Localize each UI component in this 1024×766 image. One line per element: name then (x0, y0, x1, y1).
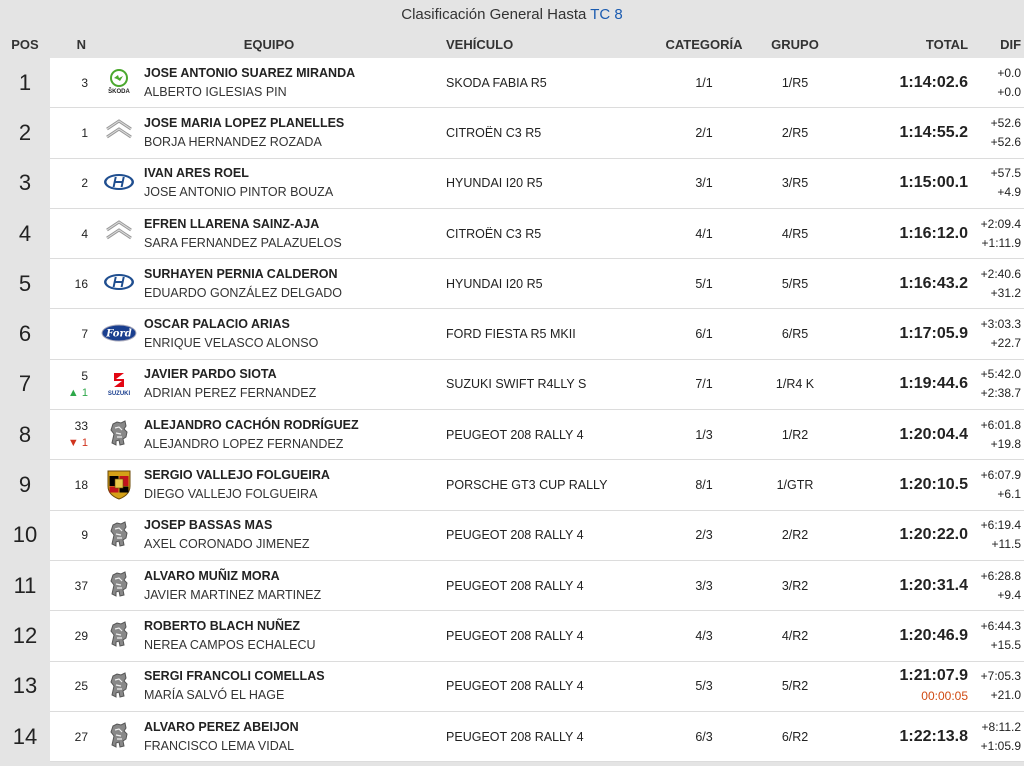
group: 3/R5 (752, 159, 838, 209)
category: 8/1 (656, 460, 752, 510)
table-header (0, 30, 1024, 58)
position: 2 (0, 108, 50, 158)
codriver-name[interactable]: ALEJANDRO LOPEZ FERNANDEZ (144, 436, 344, 451)
total-time: 1:20:10.5 (899, 476, 969, 494)
table-row[interactable] (0, 159, 1024, 209)
category: 1/1 (656, 58, 752, 108)
table-row[interactable] (0, 259, 1024, 309)
gap-to-leader: +6:01.8 (980, 417, 1022, 432)
skoda-logo-icon (105, 67, 133, 98)
vehicle: PEUGEOT 208 RALLY 4 (444, 561, 656, 611)
position: 5 (0, 259, 50, 309)
col-total[interactable]: TOTAL (925, 36, 969, 52)
vehicle: HYUNDAI I20 R5 (444, 259, 656, 309)
col-categoria[interactable]: CATEGORÍA (665, 36, 743, 52)
category: 4/3 (656, 611, 752, 661)
position: 13 (0, 662, 50, 712)
vehicle: PEUGEOT 208 RALLY 4 (444, 410, 656, 460)
category: 3/1 (656, 159, 752, 209)
total-time: 1:16:12.0 (899, 224, 969, 242)
gap-to-previous: +0.0 (997, 84, 1022, 99)
codriver-name[interactable]: BORJA HERNANDEZ ROZADA (144, 134, 322, 149)
codriver-name[interactable]: JAVIER MARTINEZ MARTINEZ (144, 587, 322, 602)
gap-to-previous: +2:38.7 (980, 386, 1022, 401)
gap-to-leader: +0.0 (997, 65, 1022, 80)
gap-to-leader: +2:40.6 (980, 266, 1022, 281)
driver-name[interactable]: SURHAYEN PERNIA CALDERON (144, 266, 338, 281)
total-time: 1:14:02.6 (899, 73, 969, 91)
table-row[interactable] (0, 611, 1024, 661)
col-equipo[interactable]: EQUIPO (243, 36, 295, 52)
category: 6/1 (656, 309, 752, 359)
group: 1/GTR (752, 460, 838, 510)
group: 5/R2 (752, 662, 838, 712)
gap-to-previous: +6.1 (997, 487, 1022, 502)
table-row[interactable] (0, 58, 1024, 108)
porsche-logo-icon (106, 468, 132, 503)
gap-to-leader: +57.5 (990, 166, 1022, 181)
peugeot-logo-icon (104, 569, 134, 602)
driver-name[interactable]: SERGI FRANCOLI COMELLAS (144, 669, 325, 684)
col-n[interactable]: N (76, 36, 86, 52)
category: 2/3 (656, 511, 752, 561)
vehicle: PEUGEOT 208 RALLY 4 (444, 712, 656, 762)
gap-to-previous: +52.6 (990, 134, 1022, 149)
peugeot-logo-icon (104, 670, 134, 703)
total-time: 1:20:22.0 (899, 526, 969, 544)
codriver-name[interactable]: AXEL CORONADO JIMENEZ (144, 537, 310, 552)
table-row[interactable] (0, 712, 1024, 762)
car-number: 7 (81, 327, 88, 342)
total-time: 1:19:44.6 (899, 375, 969, 393)
group: 1/R2 (752, 410, 838, 460)
brand-text: ŠKODA (108, 89, 130, 96)
table-row[interactable] (0, 511, 1024, 561)
codriver-name[interactable]: NEREA CAMPOS ECHALECU (144, 637, 316, 652)
group: 6/R2 (752, 712, 838, 762)
table-row[interactable] (0, 460, 1024, 510)
table-row[interactable] (0, 209, 1024, 259)
vehicle: PEUGEOT 208 RALLY 4 (444, 511, 656, 561)
position: 12 (0, 611, 50, 661)
codriver-name[interactable]: DIEGO VALLEJO FOLGUEIRA (144, 487, 318, 502)
car-number: 5 (81, 368, 88, 383)
car-number: 33 (74, 419, 88, 434)
gap-to-previous: +9.4 (997, 587, 1022, 602)
gap-to-previous: +4.9 (997, 185, 1022, 200)
gap-to-leader: +6:19.4 (980, 518, 1022, 533)
citroen-logo-icon (103, 218, 135, 249)
position: 9 (0, 460, 50, 510)
penalty-time: 00:00:05 (921, 689, 969, 704)
category: 5/1 (656, 259, 752, 309)
gap-to-leader: +6:28.8 (980, 568, 1022, 583)
title-prefix: Clasificación General Hasta (401, 6, 591, 23)
table-row[interactable] (0, 410, 1024, 460)
gap-to-leader: +5:42.0 (980, 367, 1022, 382)
total-time: 1:21:07.9 (899, 667, 969, 685)
title-stage: TC 8 (590, 6, 623, 23)
table-row[interactable] (0, 662, 1024, 712)
gap-to-previous: +15.5 (990, 637, 1022, 652)
group: 3/R2 (752, 561, 838, 611)
gap-to-leader: +7:05.3 (980, 669, 1022, 684)
position: 8 (0, 410, 50, 460)
col-pos[interactable]: POS (11, 36, 39, 52)
vehicle: CITROËN C3 R5 (444, 209, 656, 259)
table-row[interactable] (0, 561, 1024, 611)
gap-to-previous: +19.8 (990, 436, 1022, 451)
driver-name[interactable]: JOSEP BASSAS MAS (144, 518, 273, 533)
vehicle: PEUGEOT 208 RALLY 4 (444, 662, 656, 712)
total-time: 1:20:04.4 (899, 425, 969, 443)
gap-to-leader: +3:03.3 (980, 317, 1022, 332)
group: 5/R5 (752, 259, 838, 309)
gap-to-previous: +21.0 (990, 688, 1022, 703)
col-grupo[interactable]: GRUPO (771, 36, 819, 52)
codriver-name[interactable]: SARA FERNANDEZ PALAZUELOS (144, 235, 342, 250)
group: 6/R5 (752, 309, 838, 359)
position: 6 (0, 309, 50, 359)
car-number: 3 (81, 75, 88, 90)
hyundai-logo-icon (102, 271, 136, 296)
citroen-logo-icon (103, 117, 135, 148)
driver-name[interactable]: JAVIER PARDO SIOTA (144, 367, 277, 382)
gap-to-previous: +22.7 (990, 336, 1022, 351)
group: 4/R5 (752, 209, 838, 259)
gap-to-previous: +1:05.9 (980, 738, 1022, 753)
codriver-name[interactable]: FRANCISCO LEMA VIDAL (144, 738, 295, 753)
car-number: 16 (74, 276, 88, 291)
driver-name[interactable]: OSCAR PALACIO ARIAS (144, 317, 290, 332)
position-change-down: ▼ 1 (67, 437, 88, 450)
col-dif[interactable]: DIF (1000, 36, 1022, 52)
vehicle: PEUGEOT 208 RALLY 4 (444, 611, 656, 661)
codriver-name[interactable]: EDUARDO GONZÁLEZ DELGADO (144, 285, 342, 300)
gap-to-previous: +1:11.9 (981, 235, 1022, 250)
vehicle: FORD FIESTA R5 MKII (444, 309, 656, 359)
driver-name[interactable]: ALVARO MUÑIZ MORA (144, 568, 280, 583)
gap-to-leader: +6:44.3 (980, 618, 1022, 633)
codriver-name[interactable]: MARÍA SALVÓ EL HAGE (144, 688, 285, 703)
standings-table (0, 30, 1024, 762)
page-title (0, 0, 1024, 30)
car-number: 27 (74, 729, 88, 744)
position: 1 (0, 58, 50, 108)
position-change-up: ▲ 1 (67, 386, 88, 399)
peugeot-logo-icon (104, 418, 134, 451)
car-number: 29 (74, 628, 88, 643)
vehicle: CITROËN C3 R5 (444, 108, 656, 158)
total-time: 1:22:13.8 (899, 727, 969, 745)
car-number: 2 (81, 176, 88, 191)
codriver-name[interactable]: JOSE ANTONIO PINTOR BOUZA (144, 185, 334, 200)
brand-text: Ford (106, 328, 132, 340)
peugeot-logo-icon (104, 619, 134, 652)
position: 11 (0, 561, 50, 611)
position-change-value: 1 (81, 386, 88, 399)
position: 14 (0, 712, 50, 762)
table-row[interactable] (0, 360, 1024, 410)
vehicle: HYUNDAI I20 R5 (444, 159, 656, 209)
car-number: 37 (74, 578, 88, 593)
gap-to-previous: +11.5 (991, 537, 1022, 552)
gap-to-leader: +8:11.2 (981, 719, 1022, 734)
driver-name[interactable]: JOSE MARIA LOPEZ PLANELLES (144, 115, 345, 130)
hyundai-logo-icon (102, 171, 136, 196)
total-time: 1:14:55.2 (899, 123, 969, 141)
car-number: 18 (74, 478, 88, 493)
category: 5/3 (656, 662, 752, 712)
category: 3/3 (656, 561, 752, 611)
position-change-value: 1 (81, 437, 88, 450)
total-time: 1:16:43.2 (899, 274, 969, 292)
category: 4/1 (656, 209, 752, 259)
driver-name[interactable]: ROBERTO BLACH NUÑEZ (144, 618, 301, 633)
vehicle: SUZUKI SWIFT R4LLY S (444, 360, 656, 410)
ford-logo-icon (101, 323, 137, 346)
group: 1/R4 K (752, 360, 838, 410)
group: 4/R2 (752, 611, 838, 661)
gap-to-leader: +52.6 (990, 115, 1022, 130)
codriver-name[interactable]: ADRIAN PEREZ FERNANDEZ (144, 386, 317, 401)
driver-name[interactable]: SERGIO VALLEJO FOLGUEIRA (144, 468, 330, 483)
position: 7 (0, 360, 50, 410)
car-number: 9 (81, 528, 88, 543)
suzuki-logo-icon (102, 369, 136, 400)
brand-text: SUZUKI (107, 390, 131, 397)
table-row[interactable] (0, 309, 1024, 359)
gap-to-leader: +2:09.4 (980, 216, 1022, 231)
col-vehiculo[interactable]: VEHÍCULO (446, 36, 514, 52)
category: 1/3 (656, 410, 752, 460)
driver-name[interactable]: ALVARO PEREZ ABEIJON (144, 719, 299, 734)
group: 2/R2 (752, 511, 838, 561)
group: 2/R5 (752, 108, 838, 158)
driver-name[interactable]: ALEJANDRO CACHÓN RODRÍGUEZ (144, 417, 359, 432)
driver-name[interactable]: IVAN ARES ROEL (144, 166, 249, 181)
codriver-name[interactable]: ALBERTO IGLESIAS PIN (144, 84, 287, 99)
driver-name[interactable]: JOSE ANTONIO SUAREZ MIRANDA (144, 65, 356, 80)
gap-to-leader: +6:07.9 (980, 468, 1022, 483)
position: 3 (0, 159, 50, 209)
vehicle: PORSCHE GT3 CUP RALLY (444, 460, 656, 510)
total-time: 1:17:05.9 (899, 325, 969, 343)
vehicle: SKODA FABIA R5 (444, 58, 656, 108)
position: 4 (0, 209, 50, 259)
position: 10 (0, 511, 50, 561)
car-number: 1 (81, 125, 88, 140)
total-time: 1:20:46.9 (899, 626, 969, 644)
group: 1/R5 (752, 58, 838, 108)
driver-name[interactable]: EFREN LLARENA SAINZ-AJA (144, 216, 320, 231)
car-number: 4 (81, 226, 88, 241)
table-row[interactable] (0, 108, 1024, 158)
category: 2/1 (656, 108, 752, 158)
total-time: 1:20:31.4 (899, 576, 969, 594)
peugeot-logo-icon (104, 720, 134, 753)
total-time: 1:15:00.1 (899, 174, 969, 192)
codriver-name[interactable]: ENRIQUE VELASCO ALONSO (144, 336, 319, 351)
car-number: 25 (74, 679, 88, 694)
peugeot-logo-icon (104, 519, 134, 552)
category: 6/3 (656, 712, 752, 762)
gap-to-previous: +31.2 (990, 285, 1022, 300)
category: 7/1 (656, 360, 752, 410)
